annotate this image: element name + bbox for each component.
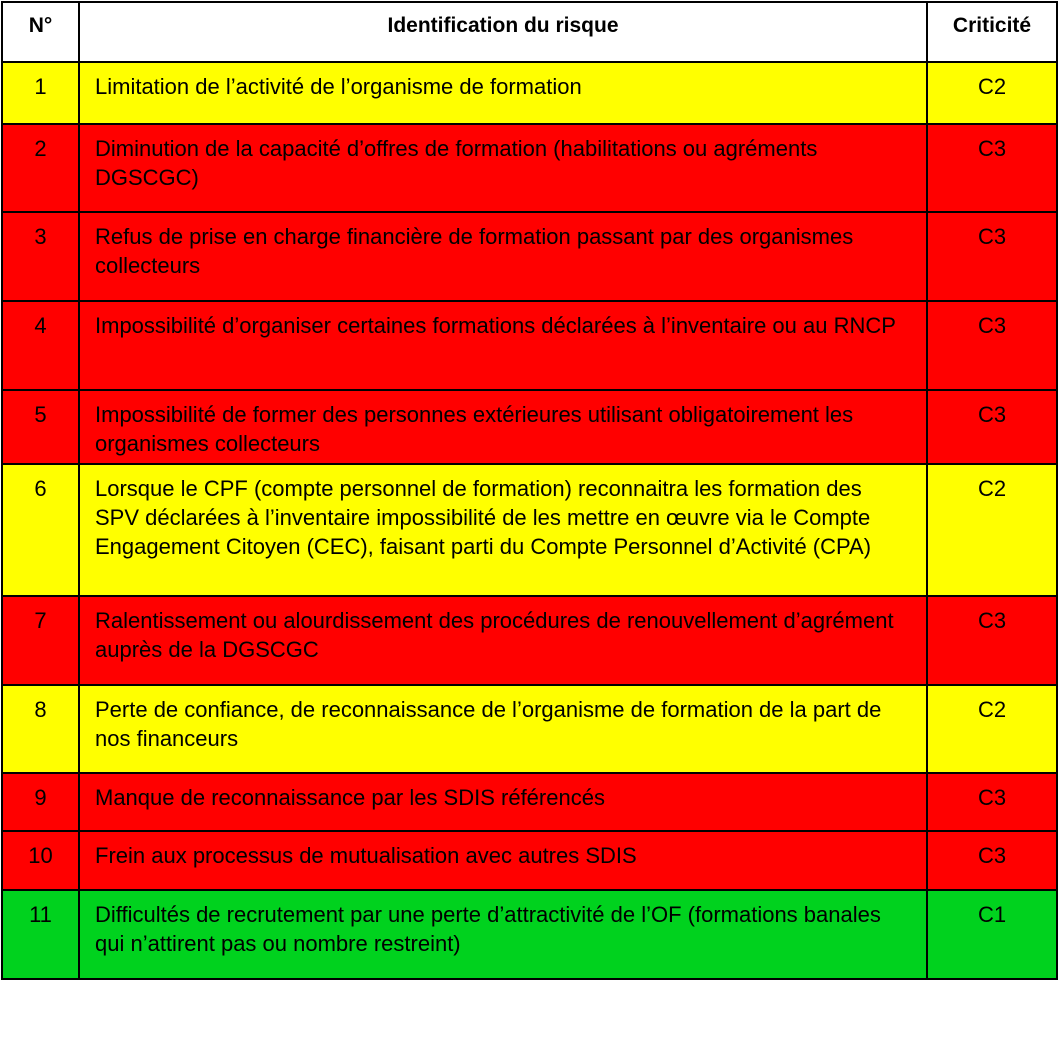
table-row [2, 596, 1057, 685]
risk-number: 6 [2, 464, 79, 596]
risk-number: 5 [2, 390, 79, 464]
table-row [2, 831, 1057, 890]
risk-description: Impossibilité de former des personnes extérieures utilisant obligatoirement les organismes collecteurs [79, 390, 927, 464]
risk-number: 2 [2, 124, 79, 212]
risk-description: Ralentissement ou alourdissement des procédures de renouvellement d’agrément auprès de la DGSCGC [79, 596, 927, 685]
risk-description: Diminution de la capacité d’offres de formation (habilitations ou agréments DGSCGC) [79, 124, 927, 212]
risk-description: Limitation de l’activité de l’organisme de formation [79, 62, 927, 124]
risk-criticity: C2 [927, 464, 1057, 596]
risk-number: 9 [2, 773, 79, 831]
risk-number: 8 [2, 685, 79, 773]
risk-criticity: C3 [927, 596, 1057, 685]
risk-number: 11 [2, 890, 79, 979]
risk-criticity: C3 [927, 212, 1057, 301]
table-row [2, 62, 1057, 124]
header-row [2, 2, 1057, 62]
risk-description: Frein aux processus de mutualisation avec autres SDIS [79, 831, 927, 890]
table-row [2, 390, 1057, 464]
table-row [2, 773, 1057, 831]
risk-table [1, 1, 1058, 980]
risk-description: Refus de prise en charge financière de formation passant par des organismes collecteurs [79, 212, 927, 301]
table-row [2, 685, 1057, 773]
risk-criticity: C3 [927, 773, 1057, 831]
risk-criticity: C3 [927, 831, 1057, 890]
risk-description: Lorsque le CPF (compte personnel de formation) reconnaitra les formation des SPV déclarées à l’inventaire impossibilité de les mettre en œuvre via le Compte Engagement Citoyen (CEC), faisant parti du Compte Personnel d’Activité (CPA) [79, 464, 927, 596]
risk-number: 7 [2, 596, 79, 685]
risk-description: Perte de confiance, de reconnaissance de l’organisme de formation de la part de nos financeurs [79, 685, 927, 773]
risk-criticity: C2 [927, 62, 1057, 124]
risk-number: 4 [2, 301, 79, 390]
risk-criticity: C2 [927, 685, 1057, 773]
risk-number: 10 [2, 831, 79, 890]
risk-table-body [2, 62, 1057, 979]
table-row [2, 212, 1057, 301]
risk-criticity: C1 [927, 890, 1057, 979]
risk-number: 3 [2, 212, 79, 301]
header-criticity: Criticité [927, 2, 1057, 62]
table-row [2, 890, 1057, 979]
risk-description: Manque de reconnaissance par les SDIS référencés [79, 773, 927, 831]
table-row [2, 464, 1057, 596]
risk-criticity: C3 [927, 124, 1057, 212]
risk-criticity: C3 [927, 301, 1057, 390]
table-row [2, 124, 1057, 212]
risk-number: 1 [2, 62, 79, 124]
risk-description: Impossibilité d’organiser certaines formations déclarées à l’inventaire ou au RNCP [79, 301, 927, 390]
table-row [2, 301, 1057, 390]
header-num: N° [2, 2, 79, 62]
header-risk: Identification du risque [79, 2, 927, 62]
risk-description: Difficultés de recrutement par une perte d’attractivité de l’OF (formations banales qui n’attirent pas ou nombre restreint) [79, 890, 927, 979]
risk-criticity: C3 [927, 390, 1057, 464]
